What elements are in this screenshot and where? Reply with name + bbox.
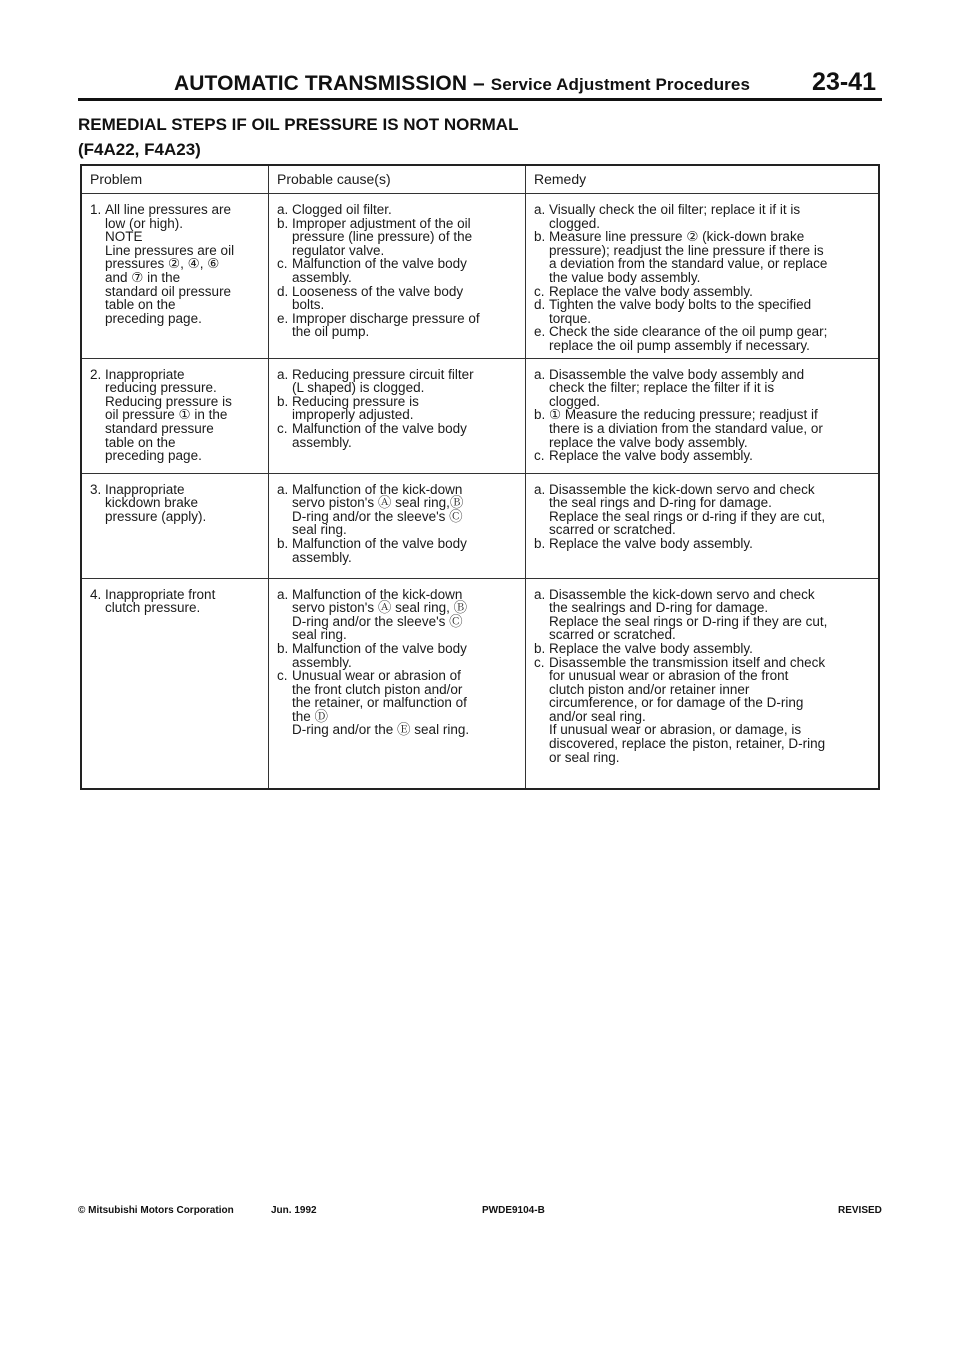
remedy-text: Replace the valve body assembly. [549, 448, 753, 464]
cause-text: Improper discharge pressure of the oil pump. [292, 310, 480, 340]
section-subtitle: (F4A22, F4A23) [78, 140, 201, 159]
problem-cell [81, 578, 269, 789]
remedy-marker: a. [534, 481, 546, 497]
problem-text: Inappropriate reducing pressure. Reducing pressure is oil pressure ① in the standard pressure table on the preceding page. [105, 366, 232, 464]
header-probable-causes: Probable cause(s) [269, 165, 526, 194]
remedy-marker: c. [534, 283, 545, 299]
problem-text: Inappropriate kickdown brake pressure (apply). [105, 481, 207, 524]
cause-marker: b. [277, 640, 289, 656]
remedy-text: Disassemble the kick-down servo and check the sealrings and D-ring for damage. Replace the seal rings or D-ring if they are cut, scarred or scratched. [549, 586, 828, 643]
cause-item [277, 257, 519, 284]
causes-cell [269, 578, 526, 789]
remedy-text: Tighten the valve body bolts to the specified torque. [549, 297, 812, 326]
problem-item [90, 588, 262, 615]
remedy-text: ① Measure the reducing pressure; readjust if there is a diviation from the standard value, or replace the valve body assembly. [549, 407, 823, 450]
cause-text: Looseness of the valve body bolts. [292, 283, 464, 313]
table-row [81, 358, 879, 473]
cause-marker: a. [277, 202, 289, 217]
remedy-item [534, 325, 872, 352]
cause-item [277, 285, 519, 312]
cause-marker: e. [277, 310, 289, 326]
cause-text: Unusual wear or abrasion of the front clutch piston and/or the retainer, or malfunction of the Ⓓ D-ring and/or the Ⓔ seal ring. [292, 668, 470, 738]
remedy-marker: e. [534, 324, 546, 340]
remedy-table [80, 164, 880, 790]
problem-text: All line pressures are low (or high). NOTE Line pressures are oil pressures ②, ④, ⑥ and ⑦ in the standard oil pressure table on the preceding page. [105, 202, 235, 326]
remedy-item [534, 656, 872, 765]
cause-marker: b. [277, 393, 289, 409]
remedy-item [534, 203, 872, 230]
cause-item [277, 588, 519, 642]
cause-item [277, 642, 519, 669]
remedy-text: Replace the valve body assembly. [549, 535, 753, 551]
footer-date: Jun. 1992 [271, 1205, 317, 1216]
cause-item [277, 422, 519, 449]
cause-item [277, 483, 519, 537]
remedy-marker: a. [534, 366, 546, 382]
cause-item [277, 217, 519, 258]
remedy-item [534, 483, 872, 537]
cause-text: Malfunction of the kick-down servo piston's Ⓐ seal ring, Ⓑ D-ring and/or the sleeve's Ⓒ seal ring. [292, 586, 468, 643]
header-remedy: Remedy [526, 165, 880, 194]
footer-revision-status: REVISED [838, 1205, 882, 1216]
problem-item [90, 483, 262, 524]
cause-text: Malfunction of the valve body assembly. [292, 535, 467, 565]
remedy-item [534, 368, 872, 409]
cause-marker: a. [277, 586, 289, 602]
problem-cell [81, 194, 269, 359]
remedy-item [534, 588, 872, 642]
header-title [174, 72, 750, 96]
header-title-main: AUTOMATIC TRANSMISSION [174, 72, 468, 95]
remedy-marker: c. [534, 654, 545, 670]
remedy-marker: a. [534, 202, 546, 217]
header-title-sub: Service Adjustment Procedures [490, 75, 751, 94]
remedy-cell [526, 578, 880, 789]
section-title: REMEDIAL STEPS IF OIL PRESSURE IS NOT NORMAL [78, 115, 519, 134]
cause-marker: c. [277, 668, 288, 684]
remedy-text: Disassemble the transmission itself and check for unusual wear or abrasion of the front clutch piston and/or retainer inner circumference, or for damage of the D-ring and/or seal ring. If unusual wear or abrasion, or damage, is discovered, replace the piston, retainer, D-ring or seal ring. [549, 654, 826, 765]
remedy-text: Disassemble the valve body assembly and check the filter; replace the filter if it is clogged. [549, 366, 805, 409]
remedy-marker: b. [534, 535, 546, 551]
footer-document-code: PWDE9104-B [482, 1205, 545, 1216]
header-problem: Problem [81, 165, 269, 194]
remedy-marker: a. [534, 586, 546, 602]
causes-cell [269, 473, 526, 578]
problem-number: 3. [90, 481, 102, 497]
table-row [81, 578, 879, 789]
cause-item [277, 203, 519, 217]
problem-cell [81, 358, 269, 473]
remedy-text: Replace the valve body assembly. [549, 640, 753, 656]
cause-text: Reducing pressure is improperly adjusted. [292, 393, 419, 423]
remedy-cell [526, 194, 880, 359]
remedy-text: Replace the valve body assembly. [549, 283, 753, 299]
remedy-marker: d. [534, 297, 546, 313]
causes-cell [269, 194, 526, 359]
remedy-marker: c. [534, 448, 545, 464]
table-row [81, 194, 879, 359]
remedy-text: Visually check the oil filter; replace it if it is clogged. [549, 202, 801, 231]
table-row [81, 473, 879, 578]
cause-item [277, 537, 519, 564]
cause-marker: c. [277, 256, 288, 272]
remedy-item [534, 449, 872, 463]
cause-marker: d. [277, 283, 289, 299]
problem-item [90, 368, 262, 463]
remedy-text: Check the side clearance of the oil pump gear; replace the oil pump assembly if necessary. [549, 324, 828, 353]
cause-text: Malfunction of the valve body assembly. [292, 640, 467, 670]
remedy-text: Measure line pressure ② (kick-down brake pressure); readjust the line pressure if there is a deviation from the standard value, or replace the value body assembly. [549, 229, 828, 285]
page-number: 23-41 [812, 68, 876, 96]
cause-item [277, 312, 519, 339]
remedy-item [534, 230, 872, 284]
page-header [78, 64, 882, 101]
remedy-item [534, 642, 872, 656]
problem-text: Inappropriate front clutch pressure. [105, 586, 216, 616]
cause-marker: a. [277, 481, 289, 497]
problem-number: 1. [90, 202, 102, 217]
remedy-cell [526, 358, 880, 473]
cause-marker: a. [277, 366, 289, 382]
problem-number: 2. [90, 366, 102, 382]
cause-text: Malfunction of the kick-down servo piston's Ⓐ seal ring,Ⓑ D-ring and/or the sleeve's Ⓒ seal ring. [292, 481, 464, 538]
table-header-row [81, 165, 879, 194]
cause-text: Reducing pressure circuit filter (L shaped) is clogged. [292, 366, 474, 396]
cause-item [277, 669, 519, 737]
remedy-marker: b. [534, 640, 546, 656]
cause-text: Clogged oil filter. [292, 202, 392, 217]
remedy-marker: b. [534, 229, 546, 245]
remedy-item [534, 285, 872, 299]
remedy-item [534, 298, 872, 325]
footer-copyright: © Mitsubishi Motors Corporation [78, 1205, 234, 1216]
cause-text: Malfunction of the valve body assembly. [292, 420, 467, 450]
remedy-item [534, 537, 872, 551]
problem-item [90, 203, 262, 325]
cause-item [277, 368, 519, 395]
remedy-item [534, 408, 872, 449]
cause-text: Improper adjustment of the oil pressure (line pressure) of the regulator valve. [292, 215, 473, 258]
cause-item [277, 395, 519, 422]
cause-marker: b. [277, 535, 289, 551]
remedy-cell [526, 473, 880, 578]
header-title-separator: – [467, 72, 491, 95]
remedy-marker: b. [534, 407, 546, 423]
cause-marker: b. [277, 215, 289, 231]
problem-cell [81, 473, 269, 578]
problem-number: 4. [90, 586, 102, 602]
remedy-text: Disassemble the kick-down servo and check the seal rings and D-ring for damage. Replace the seal rings or d-ring if they are cut, scarred or scratched. [549, 481, 826, 538]
causes-cell [269, 358, 526, 473]
cause-text: Malfunction of the valve body assembly. [292, 256, 467, 285]
cause-marker: c. [277, 420, 288, 436]
